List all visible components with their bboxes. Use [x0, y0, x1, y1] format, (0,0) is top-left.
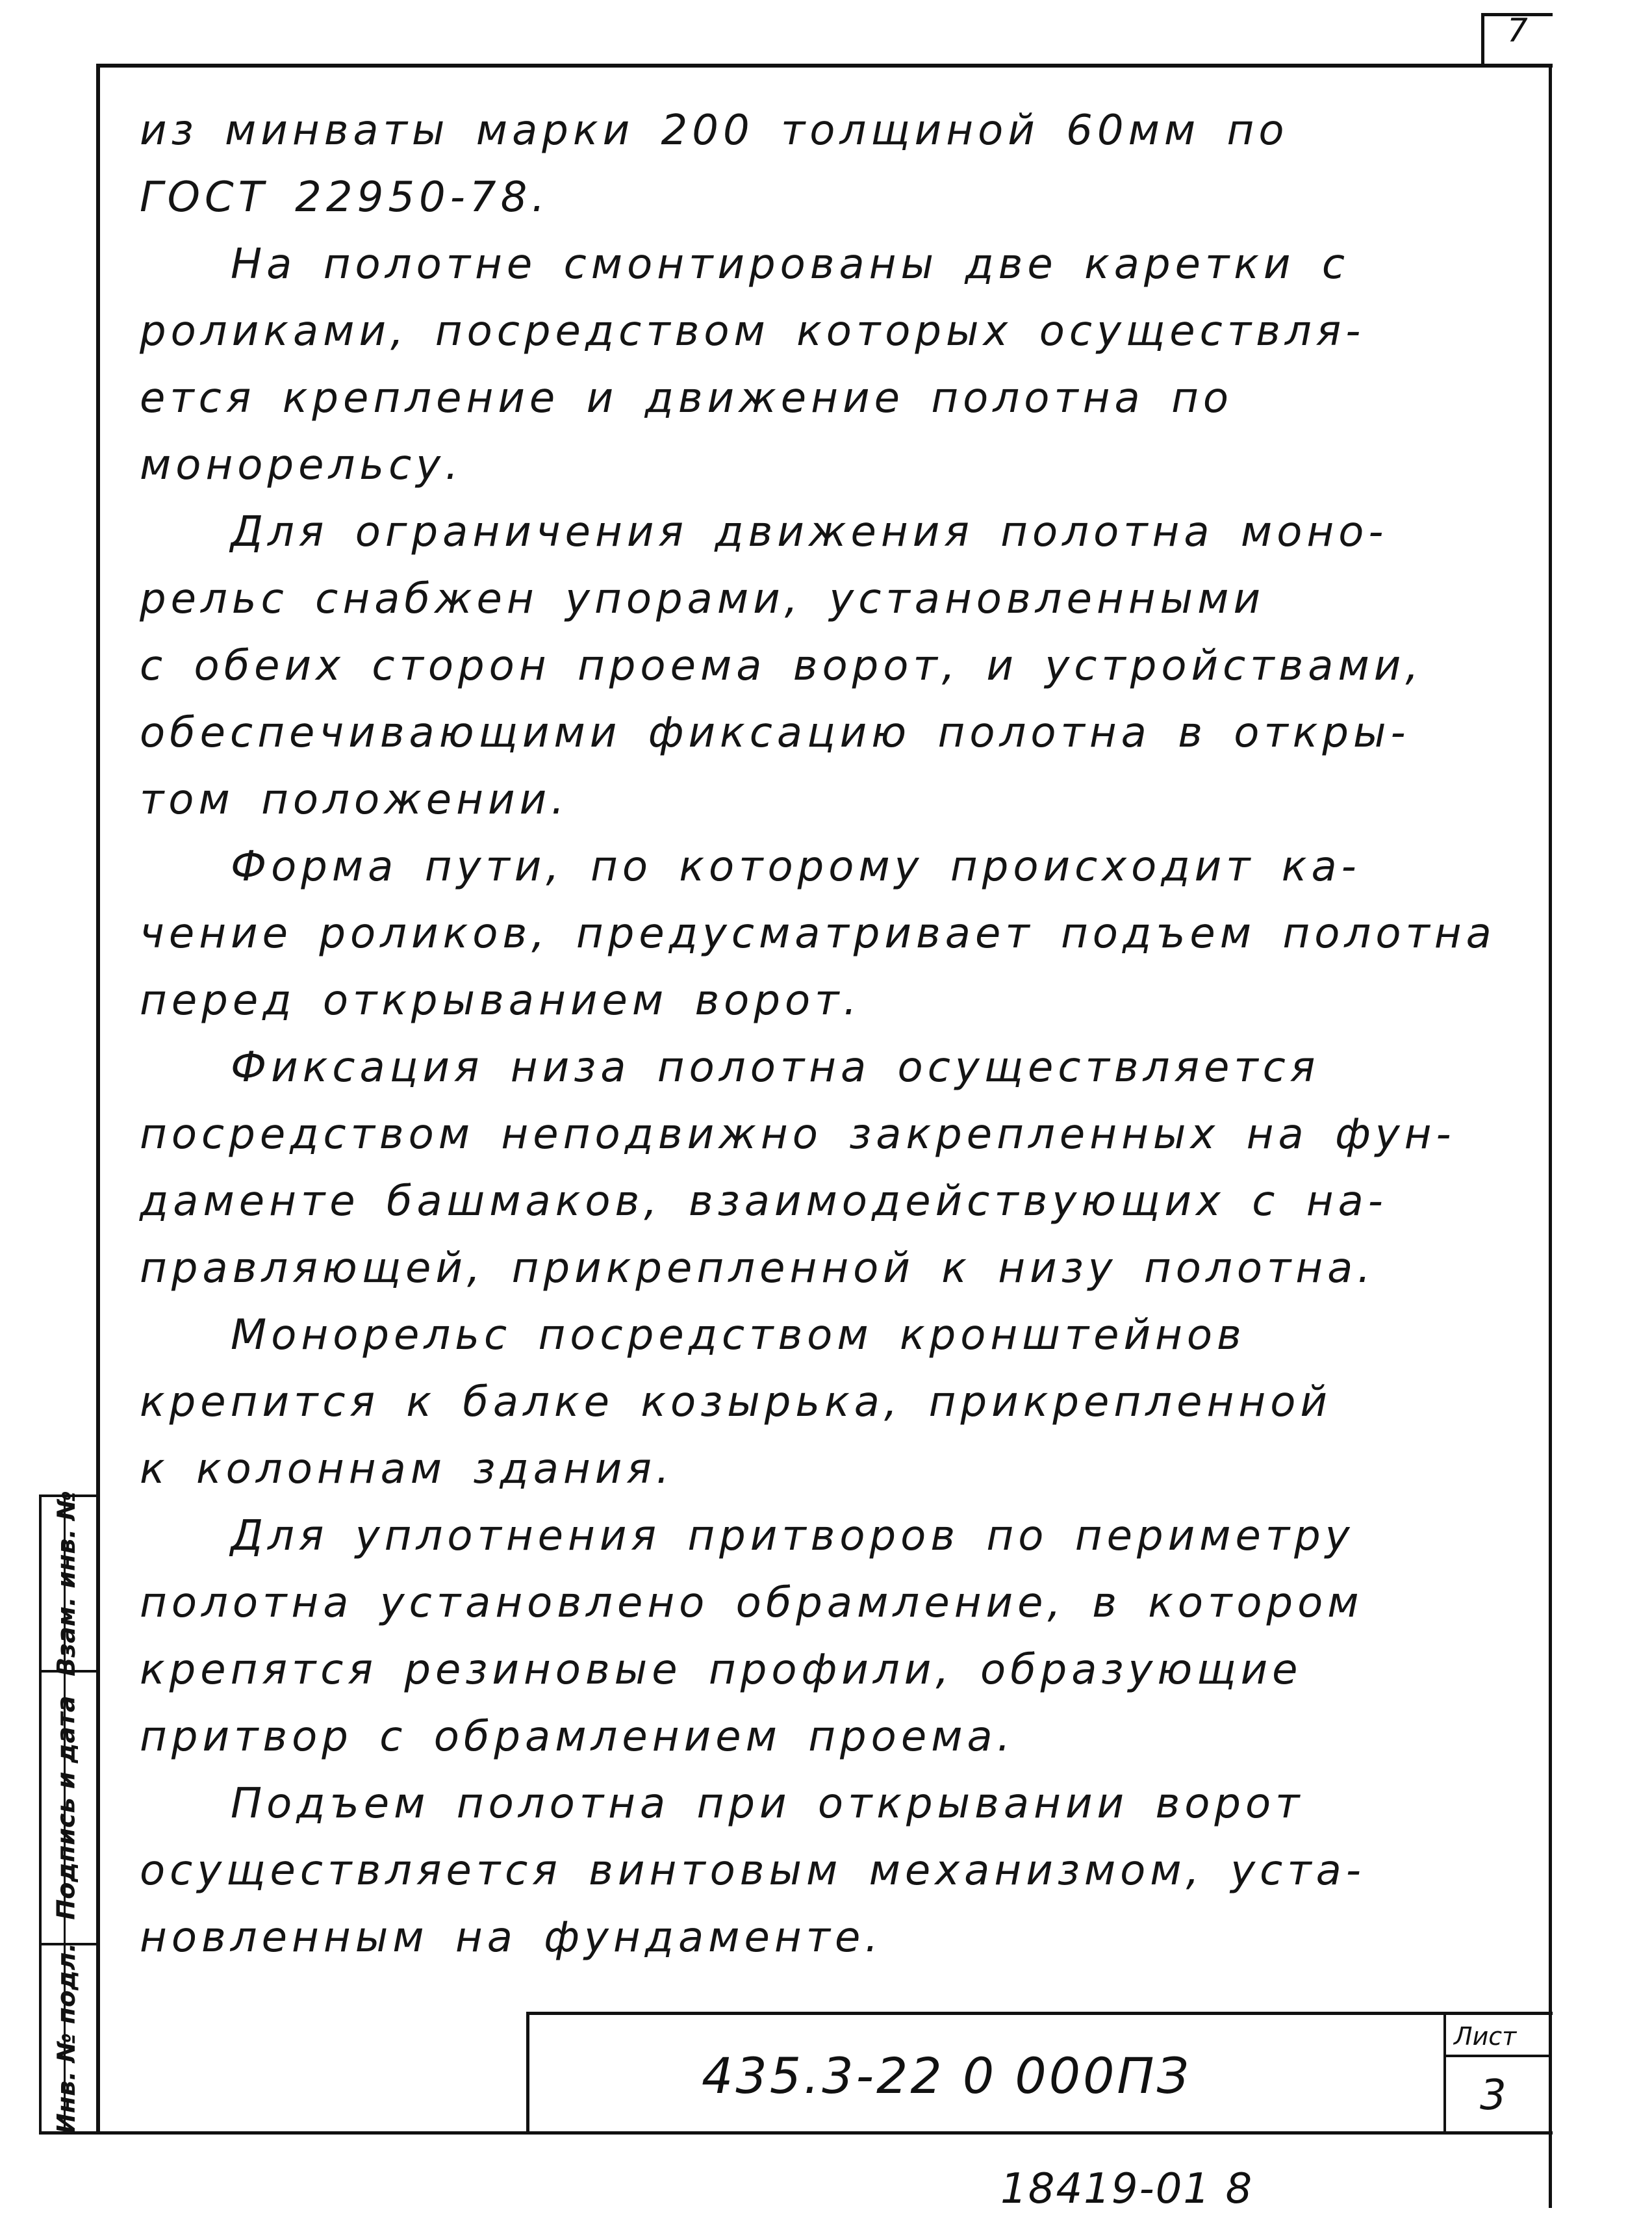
stamp-vzam-inv-cell [39, 1491, 94, 1676]
frame-bottom-border [39, 2131, 1553, 2135]
stamp-vzam-inv-label: Взам. инв. № [52, 1491, 81, 1676]
stamp-inv-podl-cell [39, 1942, 94, 2135]
body-line: перед открыванием ворот. [140, 977, 861, 1025]
body-line: к колоннам здания. [140, 1445, 674, 1493]
body-line: рельс снабжен упорами, установленными [140, 575, 1265, 623]
corner-sheet-mark: 7 [1507, 12, 1528, 49]
body-line: из минваты марки 200 толщиной 60мм по [140, 107, 1289, 155]
stamp-podpis-data-label: Подпись и дата [52, 1695, 81, 1920]
body-line: Фиксация низа полотна осуществляется [231, 1044, 1320, 1092]
body-line: новленным на фундаменте. [140, 1914, 883, 1962]
body-line: Монорельс посредством кронштейнов [231, 1311, 1246, 1359]
body-line: монорельсу. [140, 441, 463, 489]
body-line: даменте башмаков, взаимодействующих с на- [140, 1177, 1388, 1225]
body-line: с обеих сторон проема ворот, и устройствами, [140, 642, 1423, 690]
frame-top-border [96, 64, 1553, 68]
body-line: На полотне смонтированы две каретки с [231, 240, 1349, 289]
stamp-podpis-data-cell [39, 1673, 94, 1943]
archive-code: 18419-01 8 [1000, 2165, 1254, 2213]
title-block-sheet-divider [1443, 2055, 1551, 2057]
body-line: крепится к балке козырька, прикрепленной [140, 1378, 1332, 1426]
body-line: посредством неподвижно закрепленных на фун- [140, 1110, 1456, 1159]
body-line: Форма пути, по которому происходит ка- [231, 843, 1361, 891]
title-block-sheet-separator [1443, 2012, 1446, 2134]
body-line: притвор с обрамлением проема. [140, 1713, 1015, 1761]
body-text [140, 97, 1496, 1971]
body-line: Для уплотнения притворов по периметру [231, 1512, 1354, 1560]
body-line: обеспечивающими фиксацию полотна в откры- [140, 709, 1410, 757]
body-line: полотна установлено обрамление, в котором [140, 1579, 1364, 1627]
body-line: чение роликов, предусматривает подъем полотна [140, 910, 1496, 958]
body-line: Для ограничения движения полотна моно- [231, 508, 1388, 556]
sheet-number: 3 [1480, 2071, 1506, 2120]
title-block-left [526, 2012, 529, 2134]
body-line: крепятся резиновые профили, образующие [140, 1646, 1303, 1694]
corner-box-left [1481, 13, 1484, 66]
title-block-top [526, 2012, 1553, 2015]
stamp-inv-podl-label: Инв. № подл. [52, 1942, 81, 2135]
body-line: Подъем полотна при открывании ворот [231, 1780, 1304, 1828]
frame-left-border [96, 64, 100, 2133]
body-line: осуществляется винтовым механизмом, уста- [140, 1847, 1366, 1895]
body-line: роликами, посредством которых осуществля- [140, 307, 1366, 355]
body-line: ется крепление и движение полотна по [140, 374, 1234, 422]
body-line: правляющей, прикрепленной к низу полотна. [140, 1244, 1375, 1292]
frame-right-border [1549, 64, 1552, 2208]
body-line: том положении. [140, 776, 569, 824]
document-code: 435.3-22 0 000ПЗ [702, 2047, 1191, 2105]
sheet-label: Лист [1454, 2022, 1517, 2051]
body-line: ГОСТ 22950-78. [140, 173, 550, 222]
